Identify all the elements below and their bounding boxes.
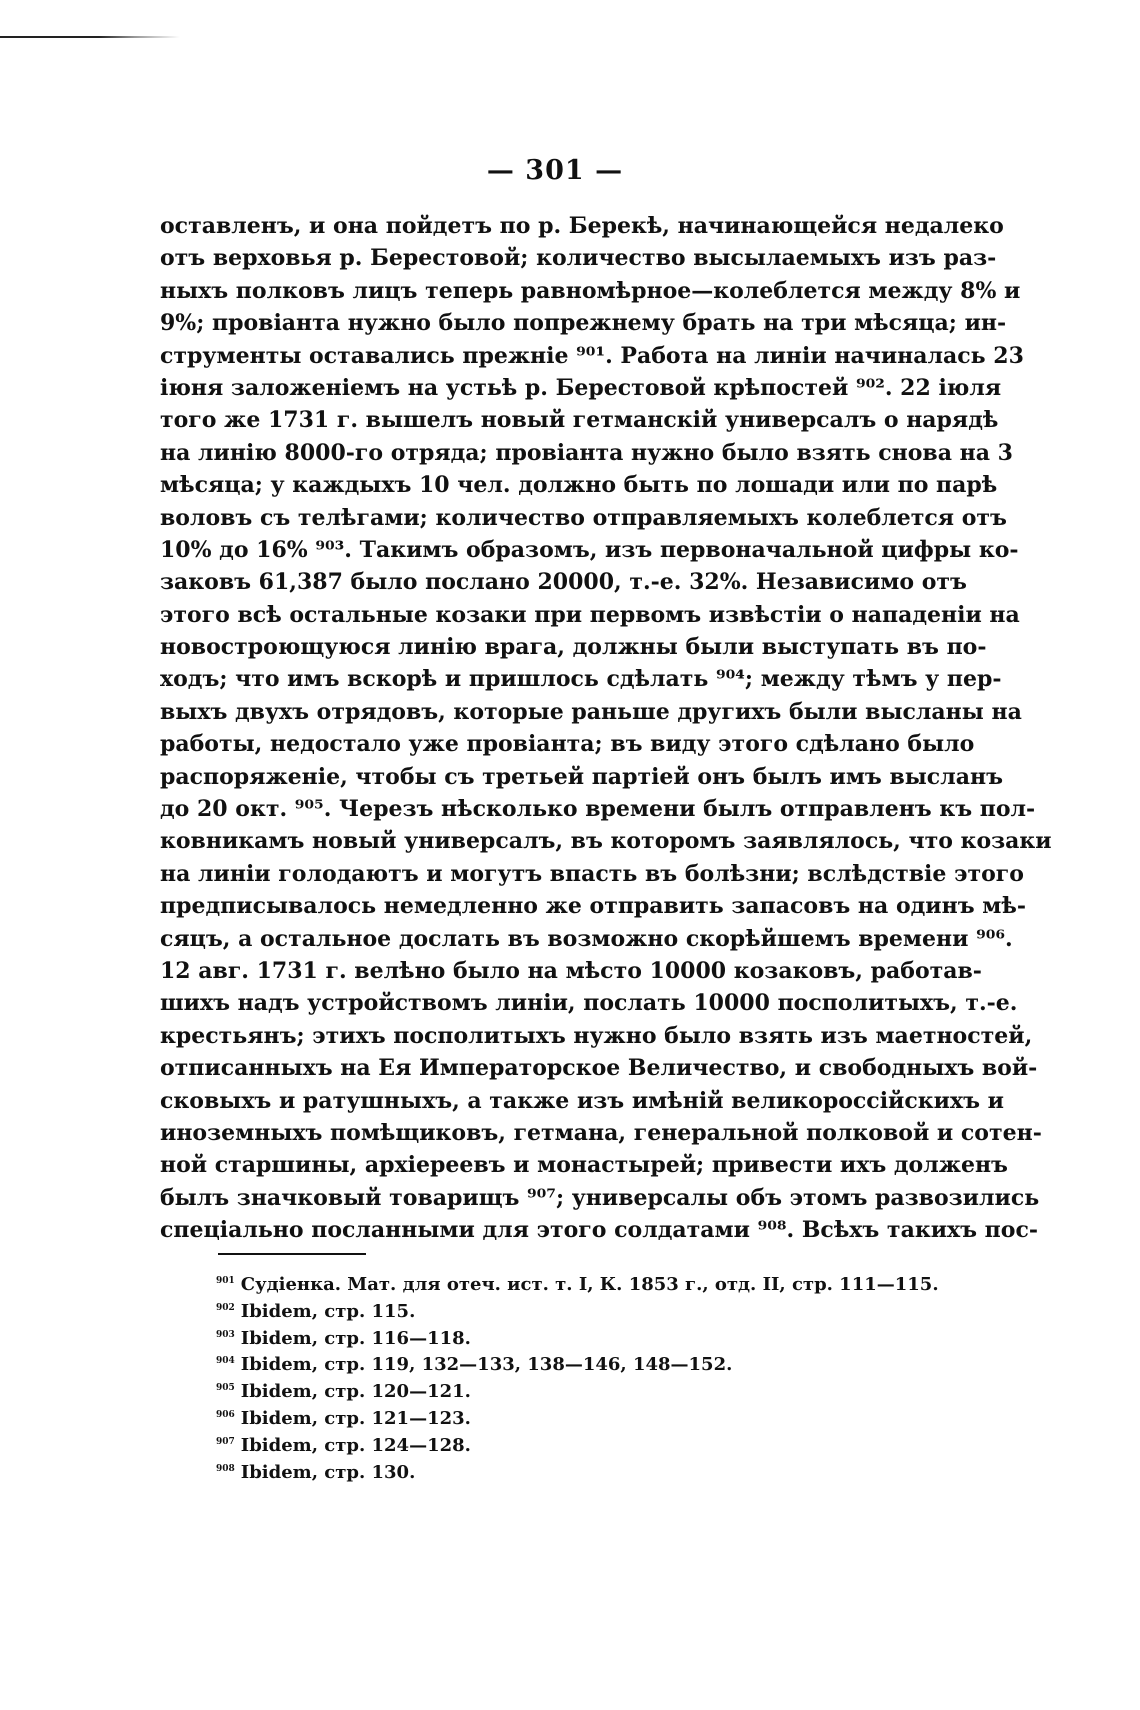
text-line: ныхъ полковъ лицъ теперь равномѣрное—колеблется между 8% и bbox=[160, 277, 1021, 304]
footnote-text: Ibidem, стр. 120—121. bbox=[240, 1381, 471, 1403]
text-line: 12 авг. 1731 г. велѣно было на мѣсто 10000 козаковъ, работав- bbox=[160, 957, 982, 984]
footnote-item bbox=[216, 1268, 939, 1295]
text-line: крестьянъ; этихъ посполитыхъ нужно было взять изъ маетностей, bbox=[160, 1022, 1033, 1049]
text-line: шихъ надъ устройствомъ линіи, послать 10000 посполитыхъ, т.-е. bbox=[160, 990, 1018, 1017]
text-line: ходъ; что имъ вскорѣ и пришлось сдѣлать ⁹⁰⁴; между тѣмъ у пер- bbox=[160, 666, 1002, 693]
text-line: того же 1731 г. вышелъ новый гетманскій универсалъ о нарядѣ bbox=[160, 407, 999, 434]
scan-edge-mark bbox=[0, 36, 180, 38]
footnote-number: 908 bbox=[216, 1463, 235, 1474]
footnote-number: 907 bbox=[216, 1436, 235, 1447]
text-line: 10% до 16% ⁹⁰³. Такимъ образомъ, изъ первоначальной цифры ко- bbox=[160, 536, 1019, 563]
text-line: сковыхъ и ратушныхъ, а также изъ имѣній великороссійскихъ и bbox=[160, 1087, 1004, 1114]
footnote-item bbox=[216, 1429, 936, 1456]
footnote-number: 905 bbox=[216, 1383, 235, 1394]
text-line: отъ верховья р. Берестовой; количество высылаемыхъ изъ раз- bbox=[160, 245, 997, 272]
footnote-number: 902 bbox=[216, 1302, 235, 1313]
footnote-item bbox=[216, 1402, 936, 1429]
text-line: предписывалось немедленно же отправить запасовъ на одинъ мѣ- bbox=[160, 893, 1026, 920]
text-line: работы, недостало уже провіанта; въ виду этого сдѣлано было bbox=[160, 731, 975, 758]
text-line: воловъ съ телѣгами; количество отправляемыхъ колеблется отъ bbox=[160, 504, 1007, 531]
footnote-text: Ibidem, стр. 119, 132—133, 138—146, 148—152. bbox=[240, 1354, 733, 1376]
text-line: на линіи голодаютъ и могутъ впасть въ болѣзни; вслѣдствіе этого bbox=[160, 860, 1024, 887]
footnote-number: 906 bbox=[216, 1409, 235, 1420]
footnote-item bbox=[216, 1348, 936, 1375]
text-line: ковникамъ новый универсалъ, въ которомъ заявлялось, что козаки bbox=[160, 828, 1052, 855]
footnote-number: 903 bbox=[216, 1329, 235, 1340]
text-line: струменты оставались прежніе ⁹⁰¹. Работа на линіи начиналась 23 bbox=[160, 342, 1024, 369]
text-line: на линію 8000-го отряда; провіанта нужно было взять снова на 3 bbox=[160, 439, 1013, 466]
footnote-text: Ibidem, стр. 121—123. bbox=[240, 1407, 471, 1429]
text-line: отписанныхъ на Ея Императорское Величество, и свободныхъ вой- bbox=[160, 1055, 1038, 1082]
text-line: новостроющуюся линію врага, должны были выступать въ по- bbox=[160, 634, 987, 661]
footnote-item bbox=[216, 1456, 936, 1483]
text-line: иноземныхъ помѣщиковъ, гетмана, генеральной полковой и сотен- bbox=[160, 1119, 1042, 1146]
text-line: этого всѣ остальные козаки при первомъ извѣстіи о нападеніи на bbox=[160, 601, 1020, 628]
footnotes bbox=[216, 1268, 939, 1483]
text-line: мѣсяца; у каждыхъ 10 чел. должно быть по лошади или по парѣ bbox=[160, 472, 998, 499]
footnote-text: Ibidem, стр. 130. bbox=[240, 1461, 416, 1483]
text-line: выхъ двухъ отрядовъ, которые раньше другихъ были высланы на bbox=[160, 698, 1022, 725]
footnote-divider bbox=[218, 1253, 366, 1255]
footnote-text: Ibidem, стр. 124—128. bbox=[240, 1434, 471, 1456]
footnote-text: Судіенка. Мат. для отеч. ист. т. I, К. 1853 г., отд. II, стр. 111—115. bbox=[240, 1274, 939, 1295]
text-line: былъ значковый товарищъ ⁹⁰⁷; универсалы объ этомъ развозились bbox=[160, 1184, 1040, 1211]
footnote-text: Ibidem, стр. 116—118. bbox=[240, 1327, 471, 1349]
page-number: — 301 — bbox=[486, 155, 624, 186]
footnote-item bbox=[216, 1295, 936, 1322]
footnote-item bbox=[216, 1375, 936, 1402]
footnote-text: Ibidem, стр. 115. bbox=[240, 1300, 416, 1322]
body-text bbox=[160, 210, 1052, 1247]
text-line: 9%; провіанта нужно было попрежнему брать на три мѣсяца; ин- bbox=[160, 310, 1007, 337]
footnote-item bbox=[216, 1322, 936, 1349]
footnote-number: 901 bbox=[216, 1276, 235, 1286]
text-line: сяцъ, а остальное дослать въ возможно скорѣйшемъ времени ⁹⁰⁶. bbox=[160, 925, 1013, 952]
text-line: спеціально посланными для этого солдатами ⁹⁰⁸. Всѣхъ такихъ пос- bbox=[160, 1217, 1038, 1244]
text-line: заковъ 61,387 было послано 20000, т.-е. 32%. Независимо отъ bbox=[160, 569, 967, 596]
footnote-number: 904 bbox=[216, 1356, 235, 1367]
text-line: до 20 окт. ⁹⁰⁵. Черезъ нѣсколько времени былъ отправленъ къ пол- bbox=[160, 796, 1036, 823]
text-line: іюня заложеніемъ на устьѣ р. Берестовой крѣпостей ⁹⁰². 22 іюля bbox=[160, 374, 1002, 401]
text-line: ной старшины, архіереевъ и монастырей; привести ихъ долженъ bbox=[160, 1152, 1008, 1179]
text-line: распоряженіе, чтобы съ третьей партіей онъ былъ имъ высланъ bbox=[160, 763, 1003, 790]
text-line: оставленъ, и она пойдетъ по р. Берекѣ, начинающейся недалеко bbox=[160, 213, 1004, 239]
